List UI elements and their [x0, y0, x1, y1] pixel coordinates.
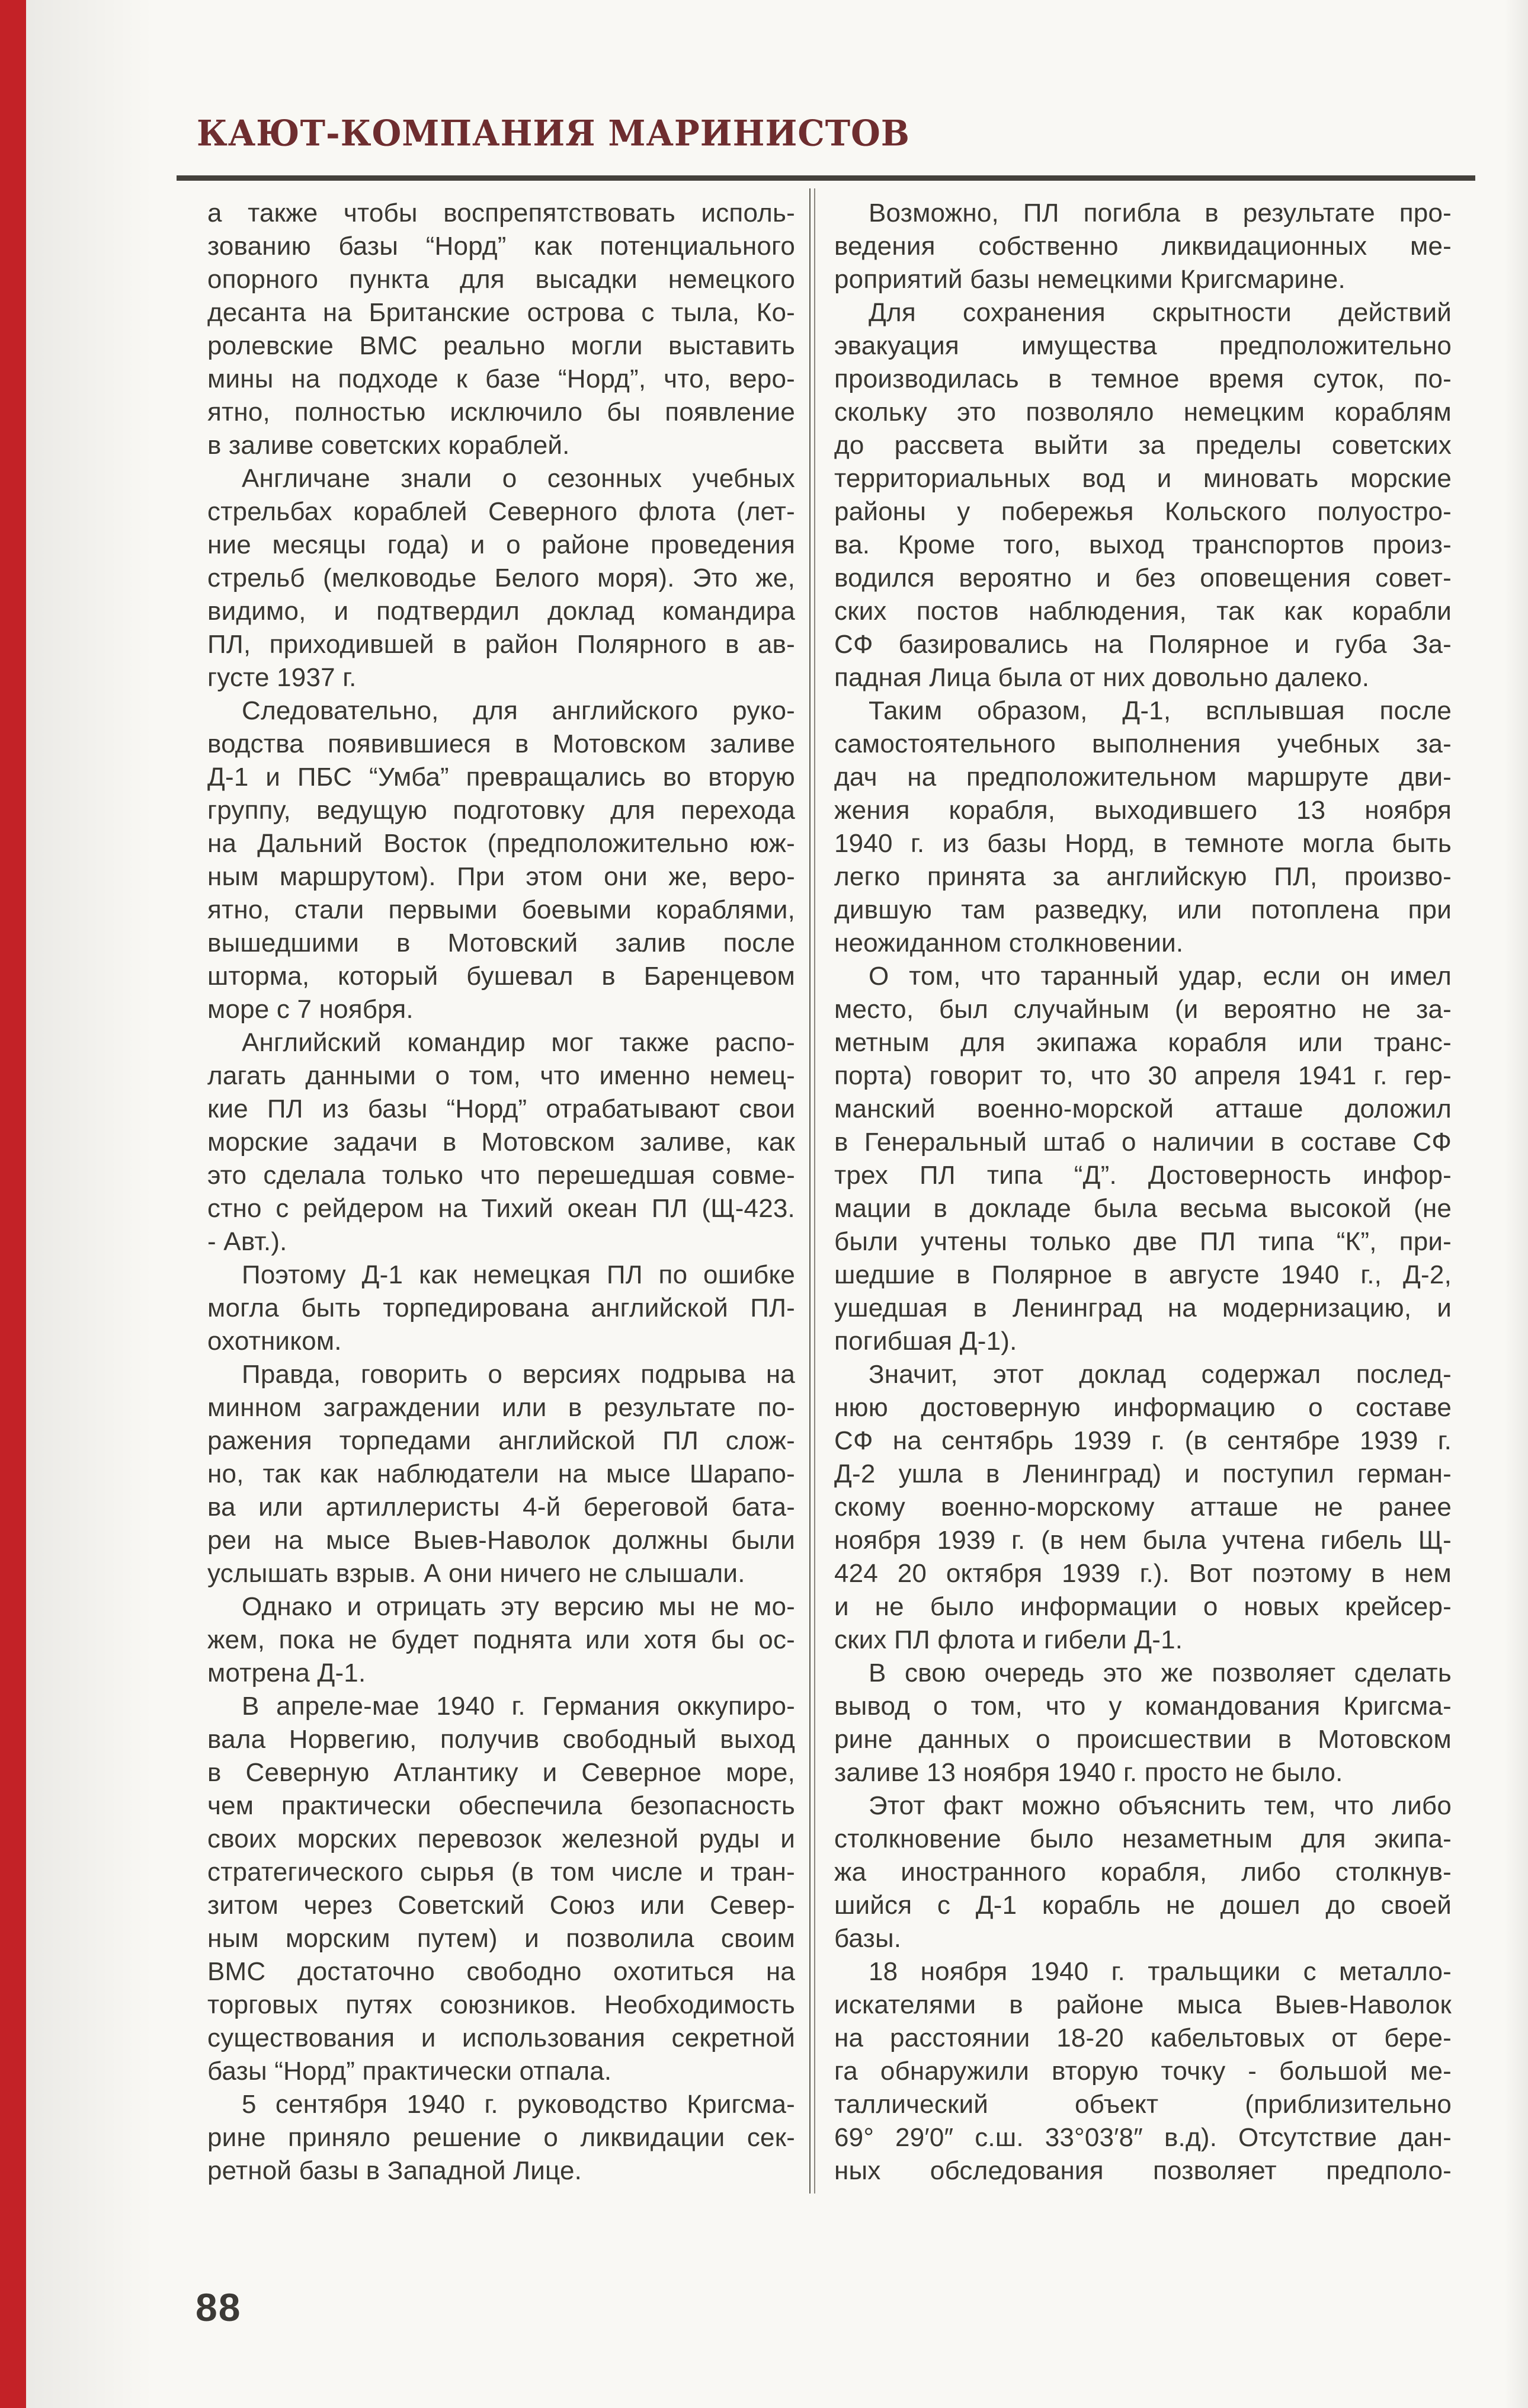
text-line: стрельбах кораблей Северного флота (лет-	[207, 497, 795, 526]
text-line: заливе 13 ноября 1940 г. просто не было.	[834, 1758, 1343, 1787]
text-line: Англичане знали о сезонных учебных	[242, 464, 795, 493]
text-line: минном заграждении или в результате по-	[207, 1393, 795, 1422]
paragraph	[207, 694, 795, 1026]
paragraph	[834, 1955, 1452, 2188]
text-line: ва. Кроме того, выход транспортов произ-	[834, 530, 1452, 559]
text-line: манский военно-морской атташе доложил	[834, 1094, 1452, 1123]
text-line: Этот факт можно объяснить тем, что либо	[869, 1791, 1452, 1820]
text-line: скому военно-морскому атташе не ранее	[834, 1493, 1452, 1522]
text-line: стратегического сырья (в том числе и тран-	[207, 1858, 795, 1887]
text-line: море с 7 ноября.	[207, 995, 414, 1024]
text-line: Правда, говорить о версиях подрыва на	[242, 1360, 795, 1389]
text-line: на Дальний Восток (предположительно юж-	[207, 829, 795, 858]
text-line: - Авт.).	[207, 1227, 287, 1256]
left-column	[207, 197, 795, 2188]
text-line: 5 сентября 1940 г. руководство Кригсма-	[242, 2090, 795, 2119]
text-line: роприятий базы немецкими Кригсмарине.	[834, 265, 1346, 294]
text-line: жения корабля, выходившего 13 ноября	[834, 796, 1452, 825]
text-line: зитом через Советский Союз или Север-	[207, 1891, 795, 1920]
binding-accent-bar	[0, 0, 26, 2408]
paragraph	[207, 462, 795, 694]
text-line: искателями в районе мыса Выев-Наволок	[834, 1990, 1452, 2019]
text-line: торговых путях союзников. Необходимость	[207, 1990, 795, 2019]
right-column	[834, 197, 1452, 2188]
text-line: морские задачи в Мотовском заливе, как	[207, 1128, 795, 1157]
text-line: могла быть торпедирована английской ПЛ-	[207, 1293, 795, 1323]
text-line: дач на предположительном маршруте дви-	[834, 763, 1452, 792]
text-line: СФ на сентябрь 1939 г. (в сентябре 1939 г.	[834, 1426, 1452, 1455]
text-line: густе 1937 г.	[207, 663, 357, 692]
text-line: ным маршрутом). При этом они же, веро-	[207, 862, 795, 891]
text-line: охотником.	[207, 1327, 342, 1356]
text-line: Поэтому Д-1 как немецкая ПЛ по ошибке	[242, 1260, 795, 1289]
text-line: в заливе советских кораблей.	[207, 431, 570, 460]
text-line: вала Норвегию, получив свободный выход	[207, 1725, 795, 1754]
text-line: Следовательно, для английского руко-	[242, 696, 795, 725]
paragraph	[207, 1690, 795, 2088]
text-line: мотрена Д-1.	[207, 1658, 366, 1687]
text-line: шийся с Д-1 корабль не дошел до своей	[834, 1891, 1452, 1920]
text-line: место, был случайным (и вероятно не за-	[834, 995, 1452, 1024]
text-line: вывод о том, что у командования Кригсма-	[834, 1692, 1452, 1721]
text-line: Д-1 и ПБС “Умба” превращались во вторую	[207, 763, 795, 792]
text-line: ражения торпедами английской ПЛ слож-	[207, 1426, 795, 1455]
text-line: столкновение было незаметным для экипа-	[834, 1824, 1452, 1853]
text-line: вышедшими в Мотовский залив после	[207, 928, 795, 958]
text-line: существования и использования секретной	[207, 2023, 795, 2052]
text-line: видимо, и подтвердил доклад командира	[207, 597, 795, 626]
text-line: ным морским путем) и позволила своим	[207, 1924, 795, 1953]
text-line: ских ПЛ флота и гибели Д-1.	[834, 1625, 1183, 1654]
text-line: Английский командир мог также распо-	[242, 1028, 795, 1057]
text-line: ноября 1939 г. (в нем была учтена гибель Щ-	[834, 1526, 1452, 1555]
text-line: стно с рейдером на Тихий океан ПЛ (Щ-423.	[207, 1194, 795, 1223]
text-line: Значит, этот доклад содержал послед-	[869, 1360, 1452, 1389]
text-line: зованию базы “Норд” как потенциального	[207, 232, 795, 261]
text-line: ретной базы в Западной Лице.	[207, 2156, 582, 2185]
text-line: лагать данными о том, что именно немец-	[207, 1061, 795, 1090]
text-line: в Северную Атлантику и Северное море,	[207, 1758, 795, 1787]
paragraph	[207, 2088, 795, 2188]
text-line: десанта на Британские острова с тыла, Ко-	[207, 298, 795, 327]
text-line: трех ПЛ типа “Д”. Достоверность инфор-	[834, 1161, 1452, 1190]
text-line: базы “Норд” практически отпала.	[207, 2057, 612, 2086]
paragraph	[834, 1358, 1452, 1657]
text-line: водился вероятно и без оповещения совет-	[834, 563, 1452, 593]
paragraph	[207, 1026, 795, 1259]
text-line: базы.	[834, 1924, 902, 1953]
text-line: ВМС достаточно свободно охотиться на	[207, 1957, 795, 1986]
text-line: Однако и отрицать эту версию мы не мо-	[242, 1592, 795, 1621]
column-divider	[809, 188, 815, 2194]
text-line: шедшие в Полярное в августе 1940 г., Д-2,	[834, 1260, 1452, 1289]
text-line: ние месяцы года) и о районе проведения	[207, 530, 795, 559]
text-line: О том, что таранный удар, если он имел	[869, 962, 1452, 991]
text-line: и не было информации о новых крейсер-	[834, 1592, 1452, 1621]
text-line: рине приняло решение о ликвидации сек-	[207, 2123, 795, 2152]
text-line: но, так как наблюдатели на мысе Шарапо-	[207, 1459, 795, 1488]
text-line: неожиданном столкновении.	[834, 928, 1184, 958]
text-line: мины на подходе к базе “Норд”, что, веро-	[207, 364, 795, 393]
text-line: территориальных вод и миновать морские	[834, 464, 1452, 493]
text-line: погибшая Д-1).	[834, 1327, 1017, 1356]
text-line: а также чтобы воспрепятствовать исполь-	[207, 198, 795, 228]
paragraph	[207, 1259, 795, 1358]
text-line: порта) говорит то, что 30 апреля 1941 г. гер-	[834, 1061, 1452, 1090]
text-line: 1940 г. из базы Норд, в темноте могла быть	[834, 829, 1452, 858]
text-line: мации в докладе была весьма высокой (не	[834, 1194, 1452, 1223]
text-line: ятно, полностью исключило бы появление	[207, 398, 795, 427]
paragraph	[207, 197, 795, 462]
text-line: реи на мысе Выев-Наволок должны были	[207, 1526, 795, 1555]
text-line: до рассвета выйти за пределы советских	[834, 431, 1452, 460]
text-line: В апреле-мае 1940 г. Германия оккупиро-	[242, 1692, 795, 1721]
text-line: кие ПЛ из базы “Норд” отрабатывают свои	[207, 1094, 795, 1123]
text-line: ведения собственно ликвидационных ме-	[834, 232, 1452, 261]
text-line: СФ базировались на Полярное и губа За-	[834, 630, 1452, 659]
text-line: ятно, стали первыми боевыми кораблями,	[207, 895, 795, 924]
paragraph	[207, 1358, 795, 1590]
text-line: Возможно, ПЛ погибла в результате про-	[869, 198, 1452, 228]
text-line: нюю достоверную информацию о составе	[834, 1393, 1452, 1422]
text-line: га обнаружили вторую точку - большой ме-	[834, 2057, 1452, 2086]
text-line: метным для экипажа корабля или транс-	[834, 1028, 1452, 1057]
text-line: Д-2 ушла в Ленинград) и поступил герман-	[834, 1459, 1452, 1488]
text-line: чем практически обеспечила безопасность	[207, 1791, 795, 1820]
text-line: 424 20 октября 1939 г.). Вот поэтому в нем	[834, 1559, 1452, 1588]
text-line: услышать взрыв. А они ничего не слышали.	[207, 1559, 745, 1588]
text-line: были учтены только две ПЛ типа “К”, при-	[834, 1227, 1452, 1256]
text-line: 69° 29′0″ с.ш. 33°03′8″ в.д). Отсутствие дан-	[834, 2123, 1452, 2152]
text-line: Для сохранения скрытности действий	[869, 298, 1452, 327]
paragraph	[207, 1590, 795, 1690]
text-line: эвакуация имущества предположительно	[834, 331, 1452, 360]
paragraph	[834, 197, 1452, 296]
text-line: жем, пока не будет поднята или хотя бы ос-	[207, 1625, 795, 1654]
text-line: стрельб (мелководье Белого моря). Это же,	[207, 563, 795, 593]
page-number: 88	[196, 2285, 242, 2329]
text-line: водства появившиеся в Мотовском заливе	[207, 729, 795, 758]
paragraph	[834, 694, 1452, 960]
paragraph	[834, 296, 1452, 694]
text-line: шторма, который бушевал в Баренцевом	[207, 962, 795, 991]
text-line: опорного пункта для высадки немецкого	[207, 265, 795, 294]
text-line: В свою очередь это же позволяет сделать	[869, 1658, 1452, 1687]
text-line: ских постов наблюдения, так как корабли	[834, 597, 1452, 626]
text-line: дившую там разведку, или потоплена при	[834, 895, 1452, 924]
text-line: рине данных о происшествии в Мотовском	[834, 1725, 1452, 1754]
text-line: 18 ноября 1940 г. тральщики с металло-	[869, 1957, 1452, 1986]
text-line: ушедшая в Ленинград на модернизацию, и	[834, 1293, 1452, 1323]
text-line: жа иностранного корабля, либо столкнув-	[834, 1858, 1452, 1887]
text-line: падная Лица была от них довольно далеко.	[834, 663, 1370, 692]
text-line: легко принята за английскую ПЛ, произво-	[834, 862, 1452, 891]
text-line: в Генеральный штаб о наличии в составе СФ	[834, 1128, 1452, 1157]
text-line: производилась в темное время суток, по-	[834, 364, 1452, 393]
text-line: районы у побережья Кольского полуостро-	[834, 497, 1452, 526]
text-line: на расстоянии 18-20 кабельтовых от бере-	[834, 2023, 1452, 2052]
text-line: своих морских перевозок железной руды и	[207, 1824, 795, 1853]
text-line: это сделала только что перешедшая совме-	[207, 1161, 795, 1190]
text-line: ролевские ВМС реально могли выставить	[207, 331, 795, 360]
paragraph	[834, 1789, 1452, 1955]
text-line: таллический объект (приблизительно	[834, 2090, 1452, 2119]
paragraph	[834, 960, 1452, 1358]
page-title: КАЮТ-КОМПАНИЯ МАРИНИСТОВ	[197, 113, 910, 155]
text-line: ных обследования позволяет предполо-	[834, 2156, 1452, 2185]
text-line: Таким образом, Д-1, всплывшая после	[869, 696, 1452, 725]
text-line: самостоятельного выполнения учебных за-	[834, 729, 1452, 758]
text-line: скольку это позволяло немецким кораблям	[834, 398, 1452, 427]
text-line: ПЛ, приходившей в район Полярного в ав-	[207, 630, 795, 659]
header-rule	[177, 175, 1475, 181]
text-line: ва или артиллеристы 4-й береговой бата-	[207, 1493, 795, 1522]
paragraph	[834, 1657, 1452, 1789]
text-line: группу, ведущую подготовку для перехода	[207, 796, 795, 825]
